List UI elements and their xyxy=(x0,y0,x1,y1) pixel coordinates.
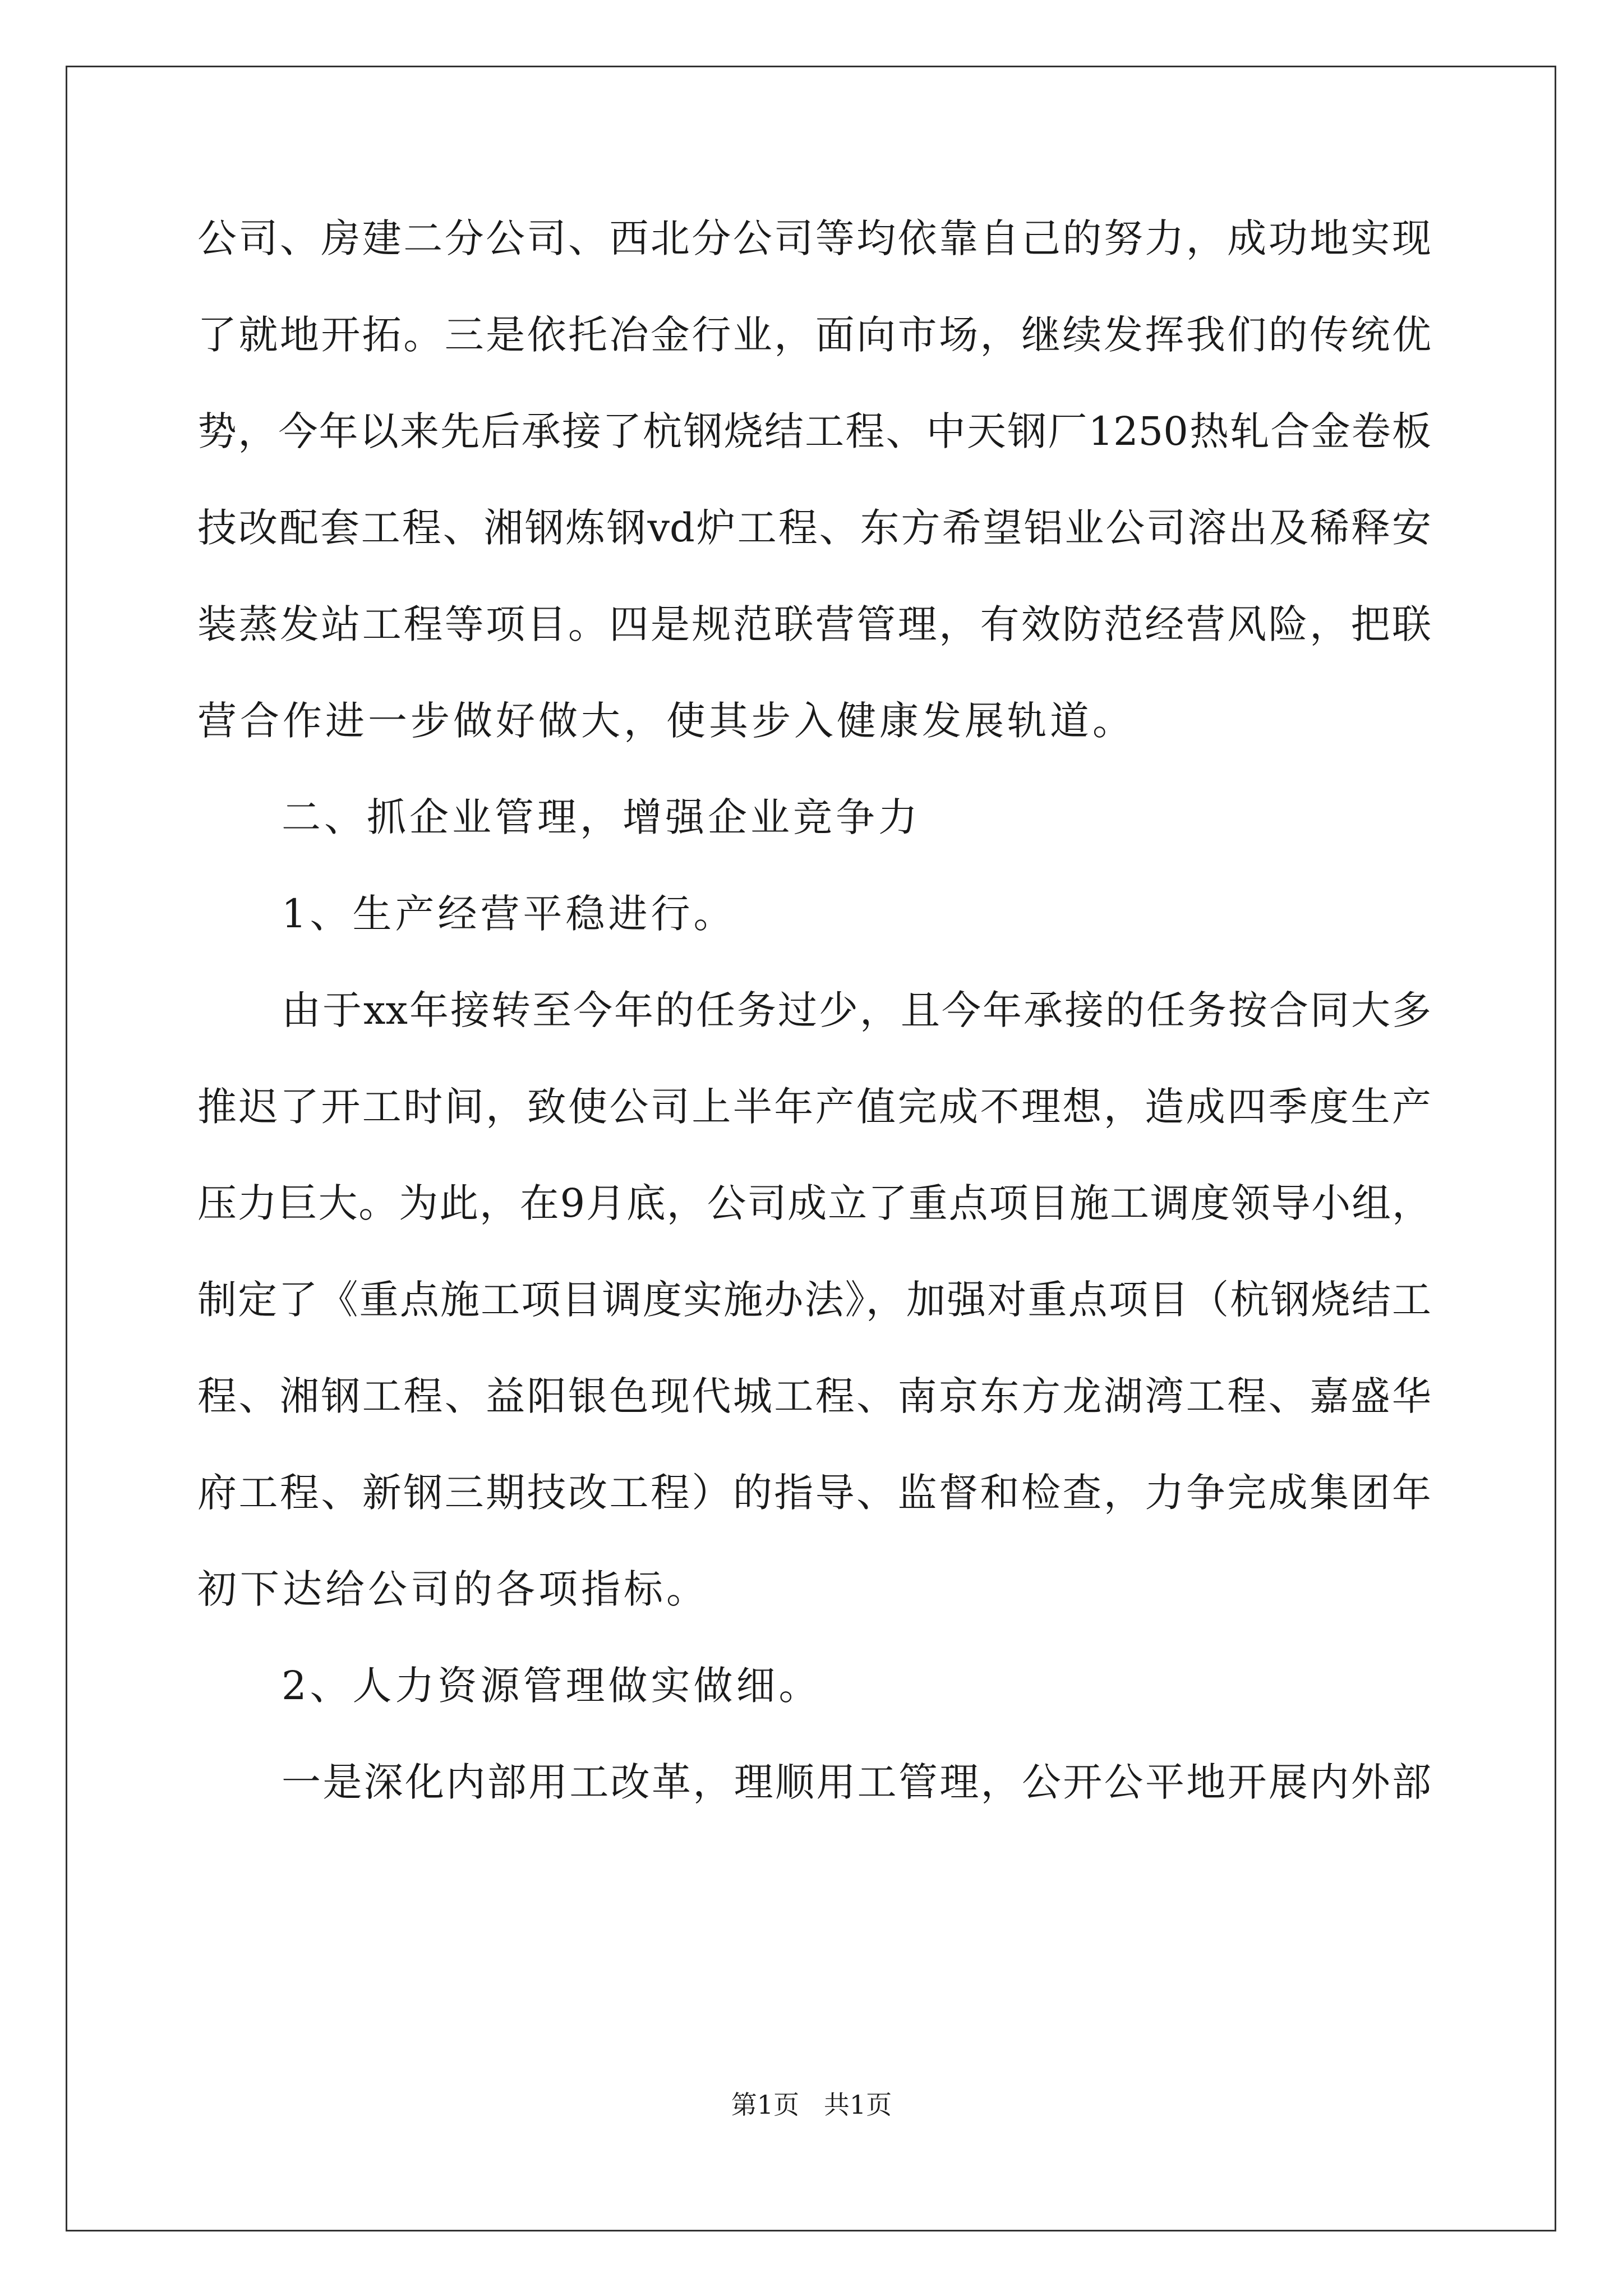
paragraph-line: 势，今年以来先后承接了杭钢烧结工程、中天钢厂1250热轧合金卷板 xyxy=(197,408,1431,454)
paragraph-line: 装蒸发站工程等项目。四是规范联营管理，有效防范经营风险，把联 xyxy=(197,601,1431,647)
paragraph-line: 压力巨大。为此，在9月底，公司成立了重点项目施工调度领导小组， xyxy=(197,1180,1431,1226)
paragraph-line: 程、湘钢工程、益阳银色现代城工程、南京东方龙湖湾工程、嘉盛华 xyxy=(197,1373,1431,1419)
paragraph-line: 公司、房建二分公司、西北分公司等均依靠自己的努力，成功地实现 xyxy=(197,215,1431,261)
paragraph-line: 一是深化内部用工改革，理顺用工管理，公开公平地开展内外部 xyxy=(282,1759,1431,1805)
page-border xyxy=(66,66,1556,2231)
paragraph-line: 府工程、新钢三期技改工程）的指导、监督和检查，力争完成集团年 xyxy=(197,1470,1431,1516)
section-heading: 二、抓企业管理，增强企业竞争力 xyxy=(282,794,921,840)
paragraph-line: 由于xx年接转至今年的任务过少，且今年承接的任务按合同大多 xyxy=(282,987,1431,1033)
page-number-footer: 第1页 共1页 xyxy=(731,2090,892,2120)
subsection-heading: 2、人力资源管理做实做细。 xyxy=(282,1663,822,1709)
subsection-heading: 1、生产经营平稳进行。 xyxy=(282,891,736,937)
paragraph-line: 制定了《重点施工项目调度实施办法》，加强对重点项目（杭钢烧结工 xyxy=(197,1277,1431,1323)
paragraph-line: 初下达给公司的各项指标。 xyxy=(197,1566,709,1612)
paragraph-line: 了就地开拓。三是依托冶金行业，面向市场，继续发挥我们的传统优 xyxy=(197,312,1431,358)
paragraph-line: 推迟了开工时间，致使公司上半年产值完成不理想，造成四季度生产 xyxy=(197,1084,1431,1130)
paragraph-line: 技改配套工程、湘钢炼钢vd炉工程、东方希望铝业公司溶出及稀释安 xyxy=(197,505,1431,551)
paragraph-line: 营合作进一步做好做大，使其步入健康发展轨道。 xyxy=(197,698,1135,744)
